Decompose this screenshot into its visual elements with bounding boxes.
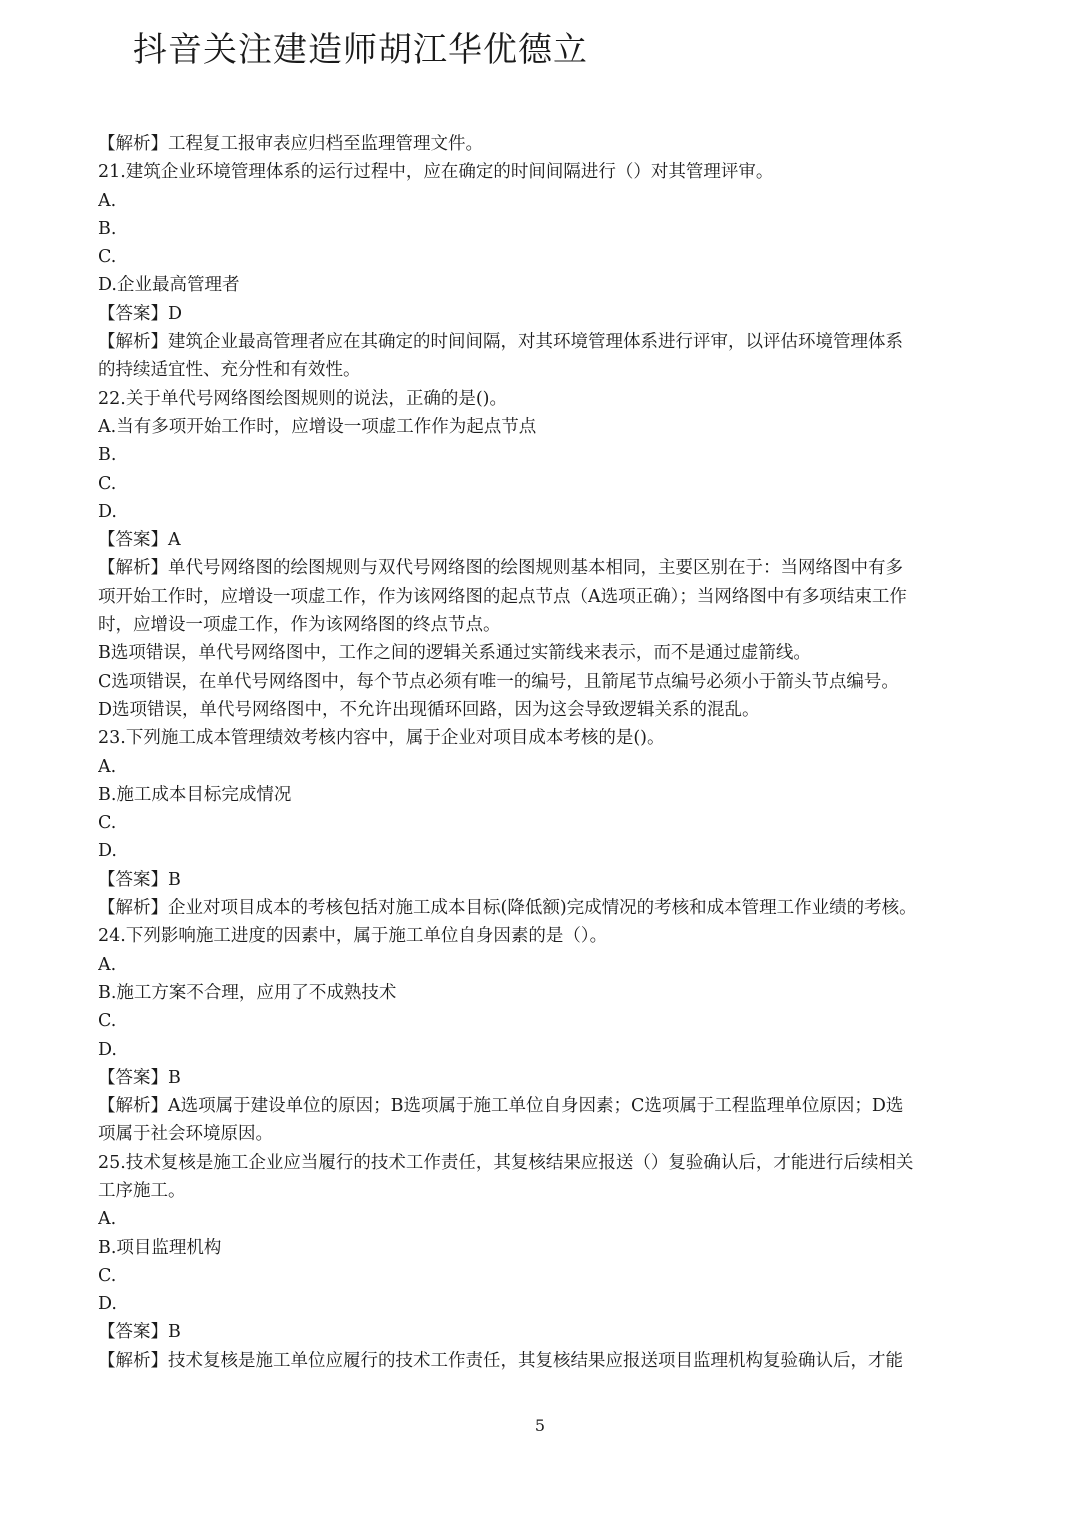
document-line: 【答案】B (98, 1067, 181, 1088)
document-line: D. (98, 501, 117, 522)
document-line: 【答案】B (98, 1322, 181, 1343)
document-line: 项开始工作时，应增设一项虚工作，作为该网络图的起点节点（A选项正确）；当网络图中有多项结束工作 (98, 586, 907, 607)
document-line: 【答案】D (98, 303, 183, 324)
document-line: 【解析】单代号网络图的绘图规则与双代号网络图的绘图规则基本相同，主要区别在于：当网络图中有多 (98, 558, 903, 579)
document-line: B选项错误，单代号网络图中，工作之间的逻辑关系通过实箭线来表示，而不是通过虚箭线。 (98, 643, 811, 664)
document-line: 25.技术复核是施工企业应当履行的技术工作责任，其复核结果应报送（）复验确认后，才能进行后续相关 (98, 1152, 914, 1173)
document-line: 【解析】技术复核是施工单位应履行的技术工作责任，其复核结果应报送项目监理机构复验确认后，才能 (98, 1350, 903, 1371)
document-line: C. (98, 1265, 117, 1286)
document-line: D. (98, 841, 117, 862)
page-number: 5 (534, 1416, 546, 1435)
document-line: C. (98, 473, 117, 494)
document-line: C. (98, 813, 117, 834)
document-line: 【解析】企业对项目成本的考核包括对施工成本目标(降低额)完成情况的考核和成本管理工作业绩的考核。 (98, 898, 917, 919)
document-line: A. (98, 954, 117, 975)
document-line: 【解析】建筑企业最高管理者应在其确定的时间间隔，对其环境管理体系进行评审，以评估环境管理体系 (98, 332, 903, 353)
document-line: B.施工方案不合理，应用了不成熟技术 (98, 982, 397, 1003)
document-line: 【答案】B (98, 869, 181, 890)
document-line: 的持续适宜性、充分性和有效性。 (98, 360, 361, 381)
document-line: 【解析】A选项属于建设单位的原因；B选项属于施工单位自身因素；C选项属于工程监理单位原因；D选 (98, 1096, 904, 1117)
document-line: C. (98, 247, 117, 268)
document-line: D. (98, 1039, 117, 1060)
document-line: C选项错误，在单代号网络图中，每个节点必须有唯一的编号，且箭尾节点编号必须小于箭头节点编号。 (98, 671, 899, 692)
document-line: B.施工成本目标完成情况 (98, 784, 292, 805)
document-line: A.当有多项开始工作时，应增设一项虚工作作为起点节点 (98, 416, 537, 437)
document-line: 时，应增设一项虚工作，作为该网络图的终点节点。 (98, 615, 501, 636)
document-line: D. (98, 1294, 117, 1315)
document-line: 21.建筑企业环境管理体系的运行过程中，应在确定的时间间隔进行（）对其管理评审。 (98, 162, 774, 183)
document-line: 24.下列影响施工进度的因素中，属于施工单位自身因素的是（）。 (98, 926, 608, 947)
document-line: A. (98, 190, 117, 211)
document-line: 22.关于单代号网络图绘图规则的说法，正确的是()。 (98, 388, 507, 409)
page-header-title: 抖音关注建造师胡江华优德立 (133, 30, 588, 70)
document-line: 23.下列施工成本管理绩效考核内容中，属于企业对项目成本考核的是()。 (98, 728, 665, 749)
document-line: D选项错误，单代号网络图中，不允许出现循环回路，因为这会导致逻辑关系的混乱。 (98, 699, 760, 720)
document-line: B.项目监理机构 (98, 1237, 222, 1258)
document-line: 项属于社会环境原因。 (98, 1124, 273, 1145)
document-body (98, 130, 988, 1375)
document-line: A. (98, 1209, 117, 1230)
document-line: 【解析】工程复工报审表应归档至监理管理文件。 (98, 134, 483, 154)
document-line: B. (98, 445, 117, 466)
document-line: C. (98, 1011, 117, 1032)
document-line: A. (98, 756, 117, 777)
document-line: D.企业最高管理者 (98, 275, 240, 296)
document-line: 工序施工。 (98, 1180, 186, 1201)
document-line: B. (98, 218, 117, 239)
document-line: 【答案】A (98, 530, 181, 551)
